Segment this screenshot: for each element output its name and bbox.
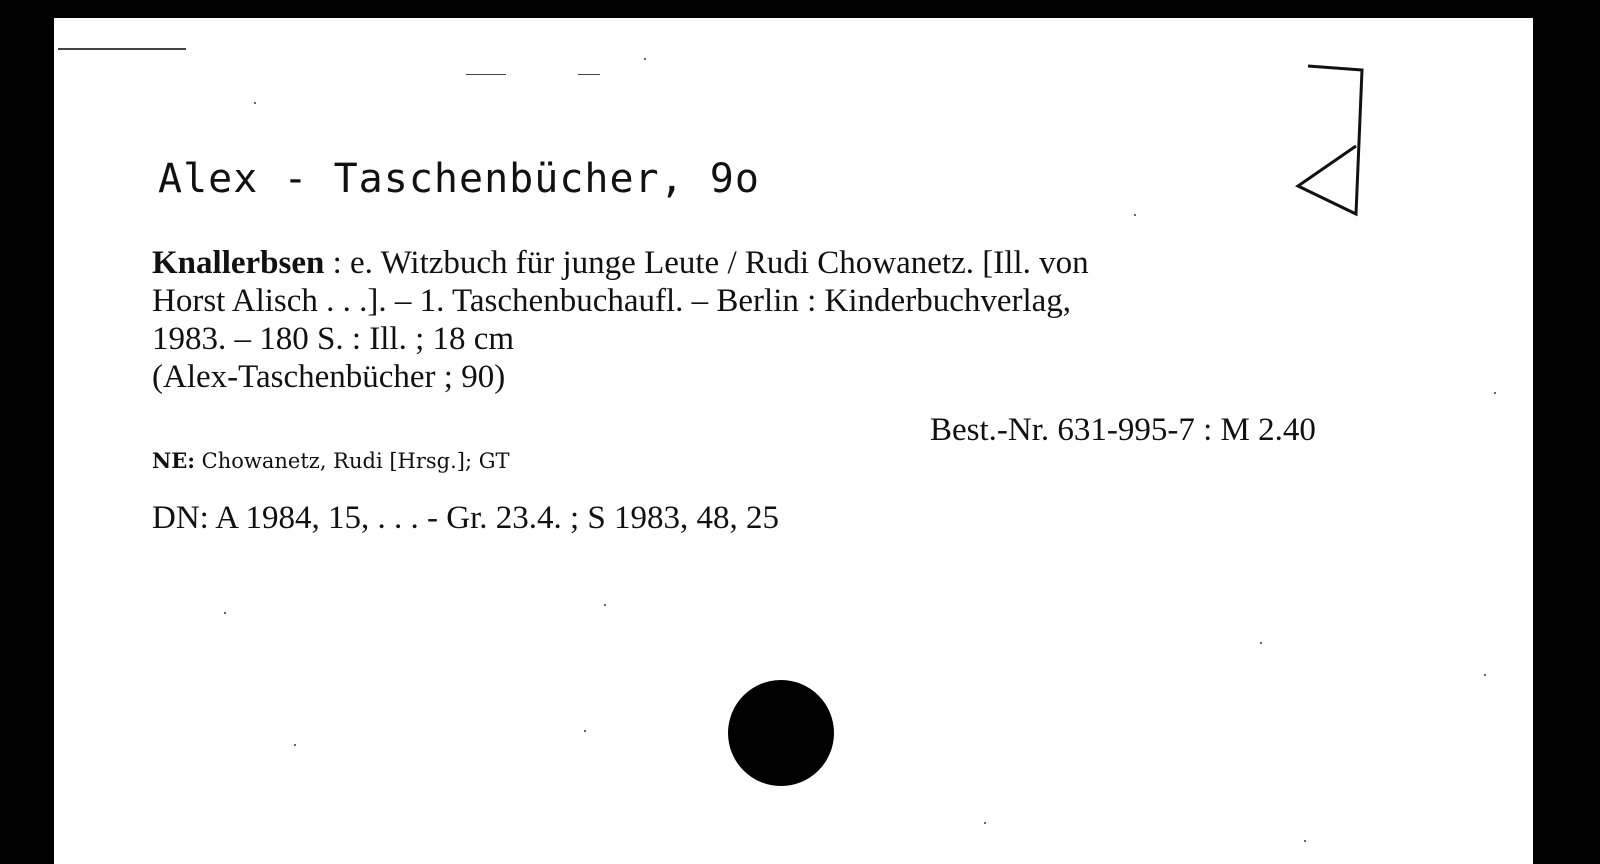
punch-hole [728, 680, 834, 786]
entry-line-4: (Alex-Taschenbücher ; 90) [152, 359, 506, 395]
scan-speck [584, 730, 586, 732]
scan-speck [644, 58, 646, 60]
scan-speck [1134, 214, 1136, 216]
catalog-card [54, 18, 1533, 864]
added-entries-value: Chowanetz, Rudi [Hrsg.]; GT [194, 449, 510, 473]
scan-speck [1260, 642, 1262, 644]
order-number: Best.-Nr. 631-995-7 : M 2.40 [930, 412, 1316, 448]
scan-speck [294, 744, 296, 746]
entry-line-3: 1983. – 180 S. : Ill. ; 18 cm [152, 321, 515, 357]
bracket-mark-icon [1290, 62, 1380, 232]
entry-line-2: Horst Alisch . . .]. – 1. Taschenbuchaufl. – Berlin : Kinderbuchverlag, [152, 283, 1072, 319]
scan-speck [1494, 392, 1496, 394]
scan-mark [466, 74, 506, 75]
entry-title: Knallerbsen [152, 245, 325, 281]
entry-line-1 [152, 244, 1412, 282]
added-entries-label: NE: [152, 448, 195, 473]
dn-reference: DN: A 1984, 15, . . . - Gr. 23.4. ; S 1983, 48, 25 [152, 500, 780, 536]
scan-speck [1484, 674, 1486, 676]
scan-mark [578, 74, 600, 75]
scan-speck [604, 604, 606, 606]
bibliographic-entry [152, 244, 1412, 396]
scan-mark [58, 48, 186, 50]
added-entries [152, 448, 510, 473]
series-header: Alex - Taschenbücher, 9o [158, 156, 760, 202]
scan-speck [1304, 840, 1306, 842]
scan-speck [224, 612, 226, 614]
scan-speck [984, 822, 986, 824]
scan-speck [254, 102, 256, 104]
entry-subtitle: : e. Witzbuch für junge Leute / Rudi Chowanetz. [Ill. von [324, 245, 1089, 281]
